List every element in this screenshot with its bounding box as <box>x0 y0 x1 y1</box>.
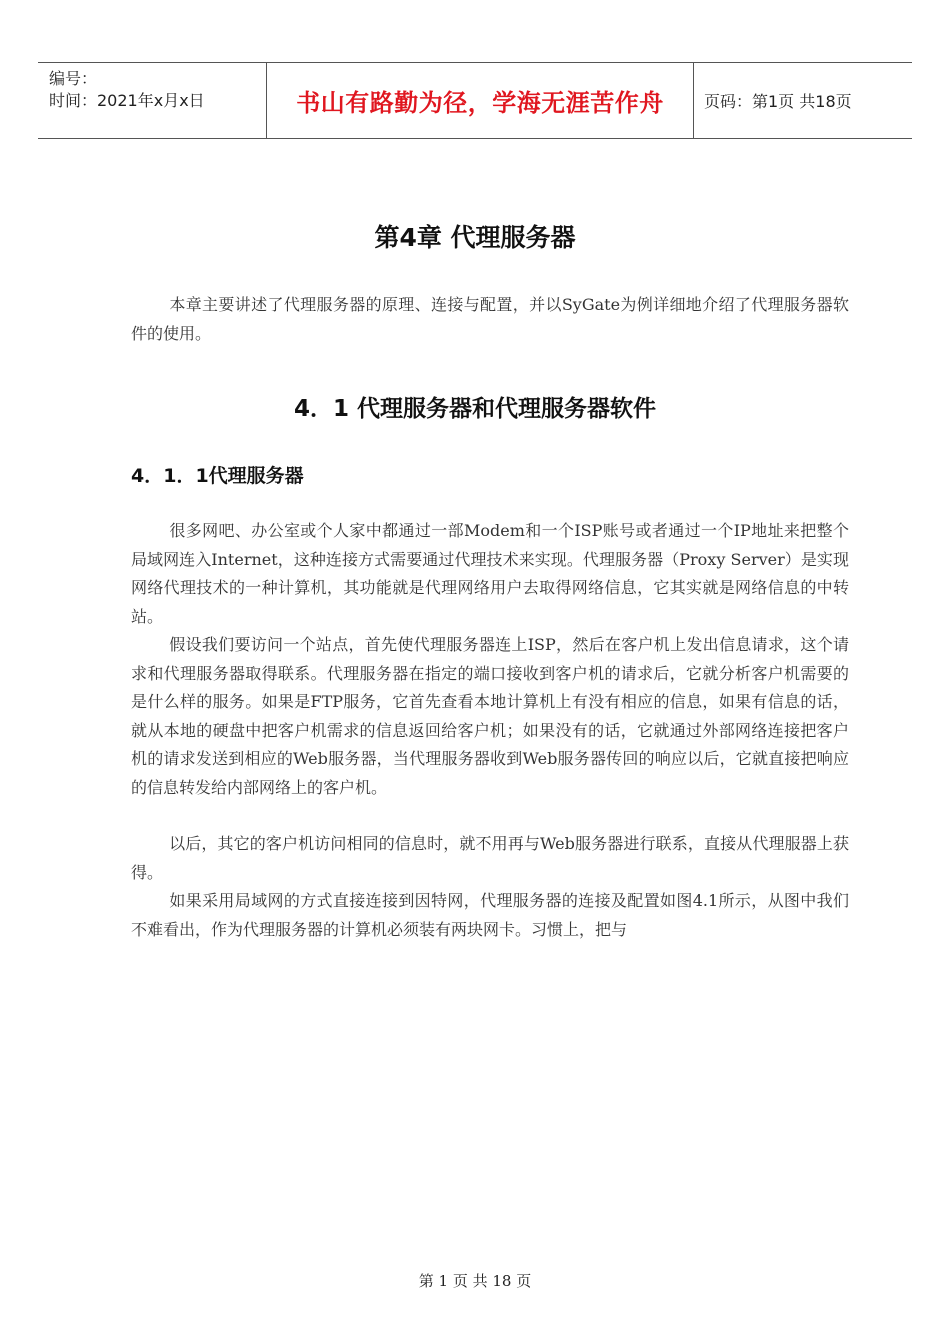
chapter-title: 第4章 代理服务器 <box>374 223 576 252</box>
document-time-label: 时间：2021年x月x日 <box>49 91 205 110</box>
body-paragraph-1 <box>131 517 849 631</box>
paragraph-text: 以后，其它的客户机访问相同的信息时，就不用再与Web服务器进行联系，直接从代理服器上获得。 <box>131 834 849 882</box>
header-motto-cell <box>267 63 694 138</box>
header-meta-cell <box>38 63 267 138</box>
paragraph-text: 假设我们要访问一个站点，首先使代理服务器连上ISP，然后在客户机上发出信息请求，这个请求和代理服务器取得联系。代理服务器在指定的端口接收到客户机的请求后，它就分析客户机需要的是什么样的服务。如果是FTP服务，它首先查看本地计算机上有没有相应的信息，如果有信息的话，就从本地的硬盘中把客户机需求的信息返回给客户机；如果没有的话，它就通过外部网络连接把客户机的请求发送到相应的Web服务器，当代理服务器收到Web服务器传回的响应以后，它就直接把响应的信息转发给内部网络上的客户机。 <box>131 635 849 797</box>
subsection-title: 4．1．1代理服务器 <box>131 465 304 487</box>
intro-paragraph <box>131 291 849 348</box>
header-motto: 书山有路勤为径，学海无涯苦作舟 <box>296 89 664 117</box>
intro-text: 本章主要讲述了代理服务器的原理、连接与配置，并以SyGate为例详细地介绍了代理服务器软件的使用。 <box>131 295 849 343</box>
paragraph-text: 如果采用局域网的方式直接连接到因特网，代理服务器的连接及配置如图4.1所示，从图中我们不难看出，作为代理服务器的计算机必须装有两块网卡。习惯上，把与 <box>131 891 849 939</box>
document-number-label: 编号： <box>49 69 98 88</box>
body-paragraph-3 <box>131 830 849 887</box>
section-title: 4．1 代理服务器和代理服务器软件 <box>293 396 656 422</box>
body-paragraph-4 <box>131 887 849 944</box>
page-footer: 第 1 页 共 18 页 <box>418 1272 532 1290</box>
header-table <box>38 62 912 139</box>
paragraph-text: 很多网吧、办公室或个人家中都通过一部Modem和一个ISP账号或者通过一个IP地址来把整个局域网连入Internet，这种连接方式需要通过代理技术来实现。代理服务器（Proxy Server）是实现网络代理技术的一种计算机，其功能就是代理网络用户去取得网络信息，它其实就是网络信息的中转站。 <box>131 521 849 626</box>
body-paragraph-2 <box>131 631 849 802</box>
header-page-info: 页码：第1页 共18页 <box>704 92 852 111</box>
